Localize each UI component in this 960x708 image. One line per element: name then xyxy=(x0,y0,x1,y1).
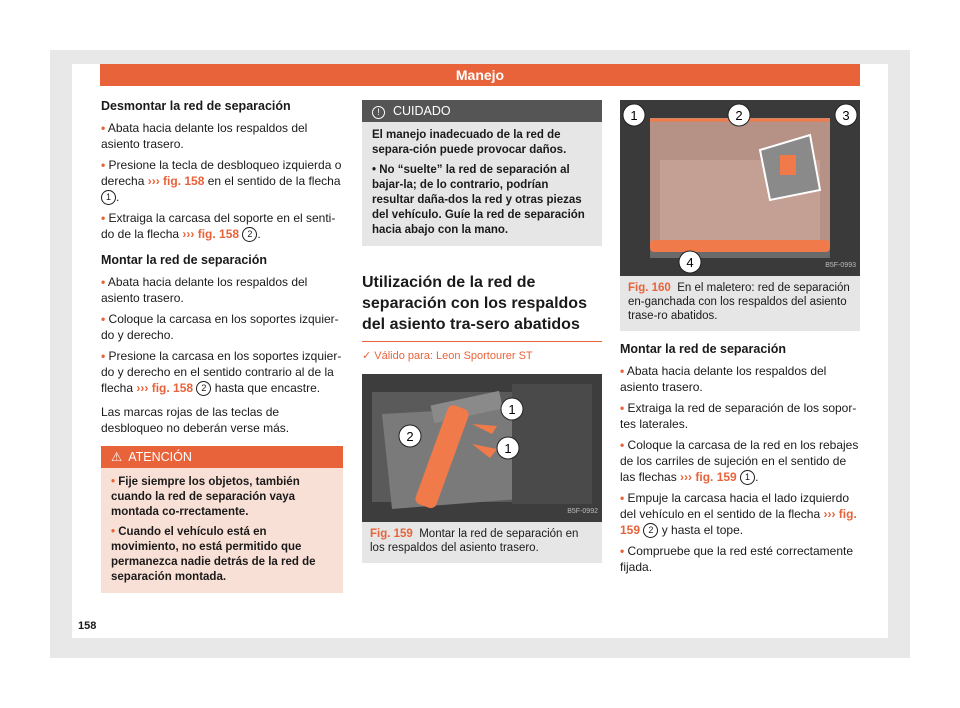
column-right xyxy=(620,100,860,580)
step: • Abata hacia delante los respaldos del asiento trasero. xyxy=(620,364,827,394)
fig-label-2: 2 xyxy=(735,108,743,123)
info-icon: ! xyxy=(372,106,385,119)
heading-montar: Montar la red de separación xyxy=(620,342,787,356)
arrow-number: 1 xyxy=(101,190,116,205)
fig-link[interactable]: ››› fig. 158 xyxy=(147,174,205,188)
caution-box xyxy=(362,100,602,246)
figure-code: B5F-0993 xyxy=(825,262,856,269)
fig-link[interactable]: ››› fig. 159 xyxy=(620,507,857,537)
fig-label-4: 4 xyxy=(686,255,694,270)
warning-item: • Fije siempre los objetos, también cuando la red de separación vaya montada co-rrectamente. xyxy=(111,476,300,518)
column-middle xyxy=(362,100,602,563)
fig-label-2: 2 xyxy=(406,429,414,444)
check-icon: ✓ xyxy=(362,350,372,362)
arrow-number: 1 xyxy=(740,470,755,485)
caution-item: • No “suelte” la red de separación al bajar-la; de lo contrario, podrían resultar daña-dos la red y otras piezas del vehículo. Guíe la red de separación hacia abajo con la mano. xyxy=(372,164,585,236)
validity-note: ✓ Válido para: Leon Sportourer ST xyxy=(362,350,533,362)
fig-label-1: 1 xyxy=(508,402,516,417)
heading-desmontar: Desmontar la red de separación xyxy=(101,99,291,113)
figure-code: B5F-0992 xyxy=(567,508,598,515)
step: • Coloque la carcasa en los soportes izquier-do y derecho. xyxy=(101,312,339,342)
figure-160-image xyxy=(620,100,860,276)
figure-159 xyxy=(362,374,602,563)
step: • Abata hacia delante los respaldos del asiento trasero. xyxy=(101,275,308,305)
figure-159-image xyxy=(362,374,602,522)
section-title: Utilización de la red de separación con los respaldos del asiento tra-sero abatidos xyxy=(362,272,602,342)
note-text: Las marcas rojas de las teclas de desbloqueo no deberán verse más. xyxy=(101,405,290,435)
arrow-number: 2 xyxy=(242,227,257,242)
warning-item: • Cuando el vehículo está en movimiento, no está permitido que permanezca nadie detrás de la red de separación montada. xyxy=(111,526,316,583)
section-header: Manejo xyxy=(100,64,860,86)
fig-link[interactable]: ››› fig. 158 xyxy=(182,227,240,241)
warning-box xyxy=(101,446,343,593)
column-left xyxy=(101,98,343,593)
caution-header: ! CUIDADO xyxy=(362,100,602,122)
arrow-number: 2 xyxy=(196,381,211,396)
fig-label-1b: 1 xyxy=(504,441,512,456)
figure-caption: Fig. 159 Montar la red de separación en los respaldos del asiento trasero. xyxy=(362,522,602,563)
figure-caption: Fig. 160 En el maletero: red de separación en-ganchada con los respaldos del asiento trase-ro abatidos. xyxy=(620,276,860,331)
fig-link[interactable]: ››› fig. 158 xyxy=(136,381,194,395)
step: • Extraiga la red de separación de los sopor-tes laterales. xyxy=(620,401,857,431)
step: • Coloque la carcasa de la red en los rebajes de los carriles de sujeción en el sentido de las flechas ››› fig. 159 1 . xyxy=(620,438,859,484)
fig-label-1: 1 xyxy=(630,108,638,123)
caution-text: El manejo inadecuado de la red de separa-ción puede provocar daños. xyxy=(372,129,567,156)
step: • Empuje la carcasa hacia el lado izquierdo del vehículo en el sentido de la flecha ››› fig. 159 2 y hasta el tope. xyxy=(620,491,857,537)
fig-label-3: 3 xyxy=(842,108,850,123)
fig-link[interactable]: ››› fig. 159 xyxy=(680,470,737,484)
step: • Extraiga la carcasa del soporte en el senti-do de la flecha ››› fig. 158 2 . xyxy=(101,211,336,241)
warning-icon: ⚠ xyxy=(111,450,123,464)
page-number: 158 xyxy=(78,620,97,632)
step: • Presione la carcasa en los soportes izquier-do y derecho en el sentido contrario al de la flecha ››› fig. 158 2 hasta que encastre. xyxy=(101,349,342,395)
figure-160 xyxy=(620,100,860,331)
heading-montar: Montar la red de separación xyxy=(101,253,268,267)
warning-header: ⚠ ATENCIÓN xyxy=(101,446,343,468)
step: • Abata hacia delante los respaldos del asiento trasero. xyxy=(101,121,308,151)
arrow-number: 2 xyxy=(643,523,658,538)
step: • Compruebe que la red esté correctamente fijada. xyxy=(620,544,854,574)
step: • Presione la tecla de desbloqueo izquierda o derecha ››› fig. 158 en el sentido de la flecha 1 . xyxy=(101,158,342,204)
